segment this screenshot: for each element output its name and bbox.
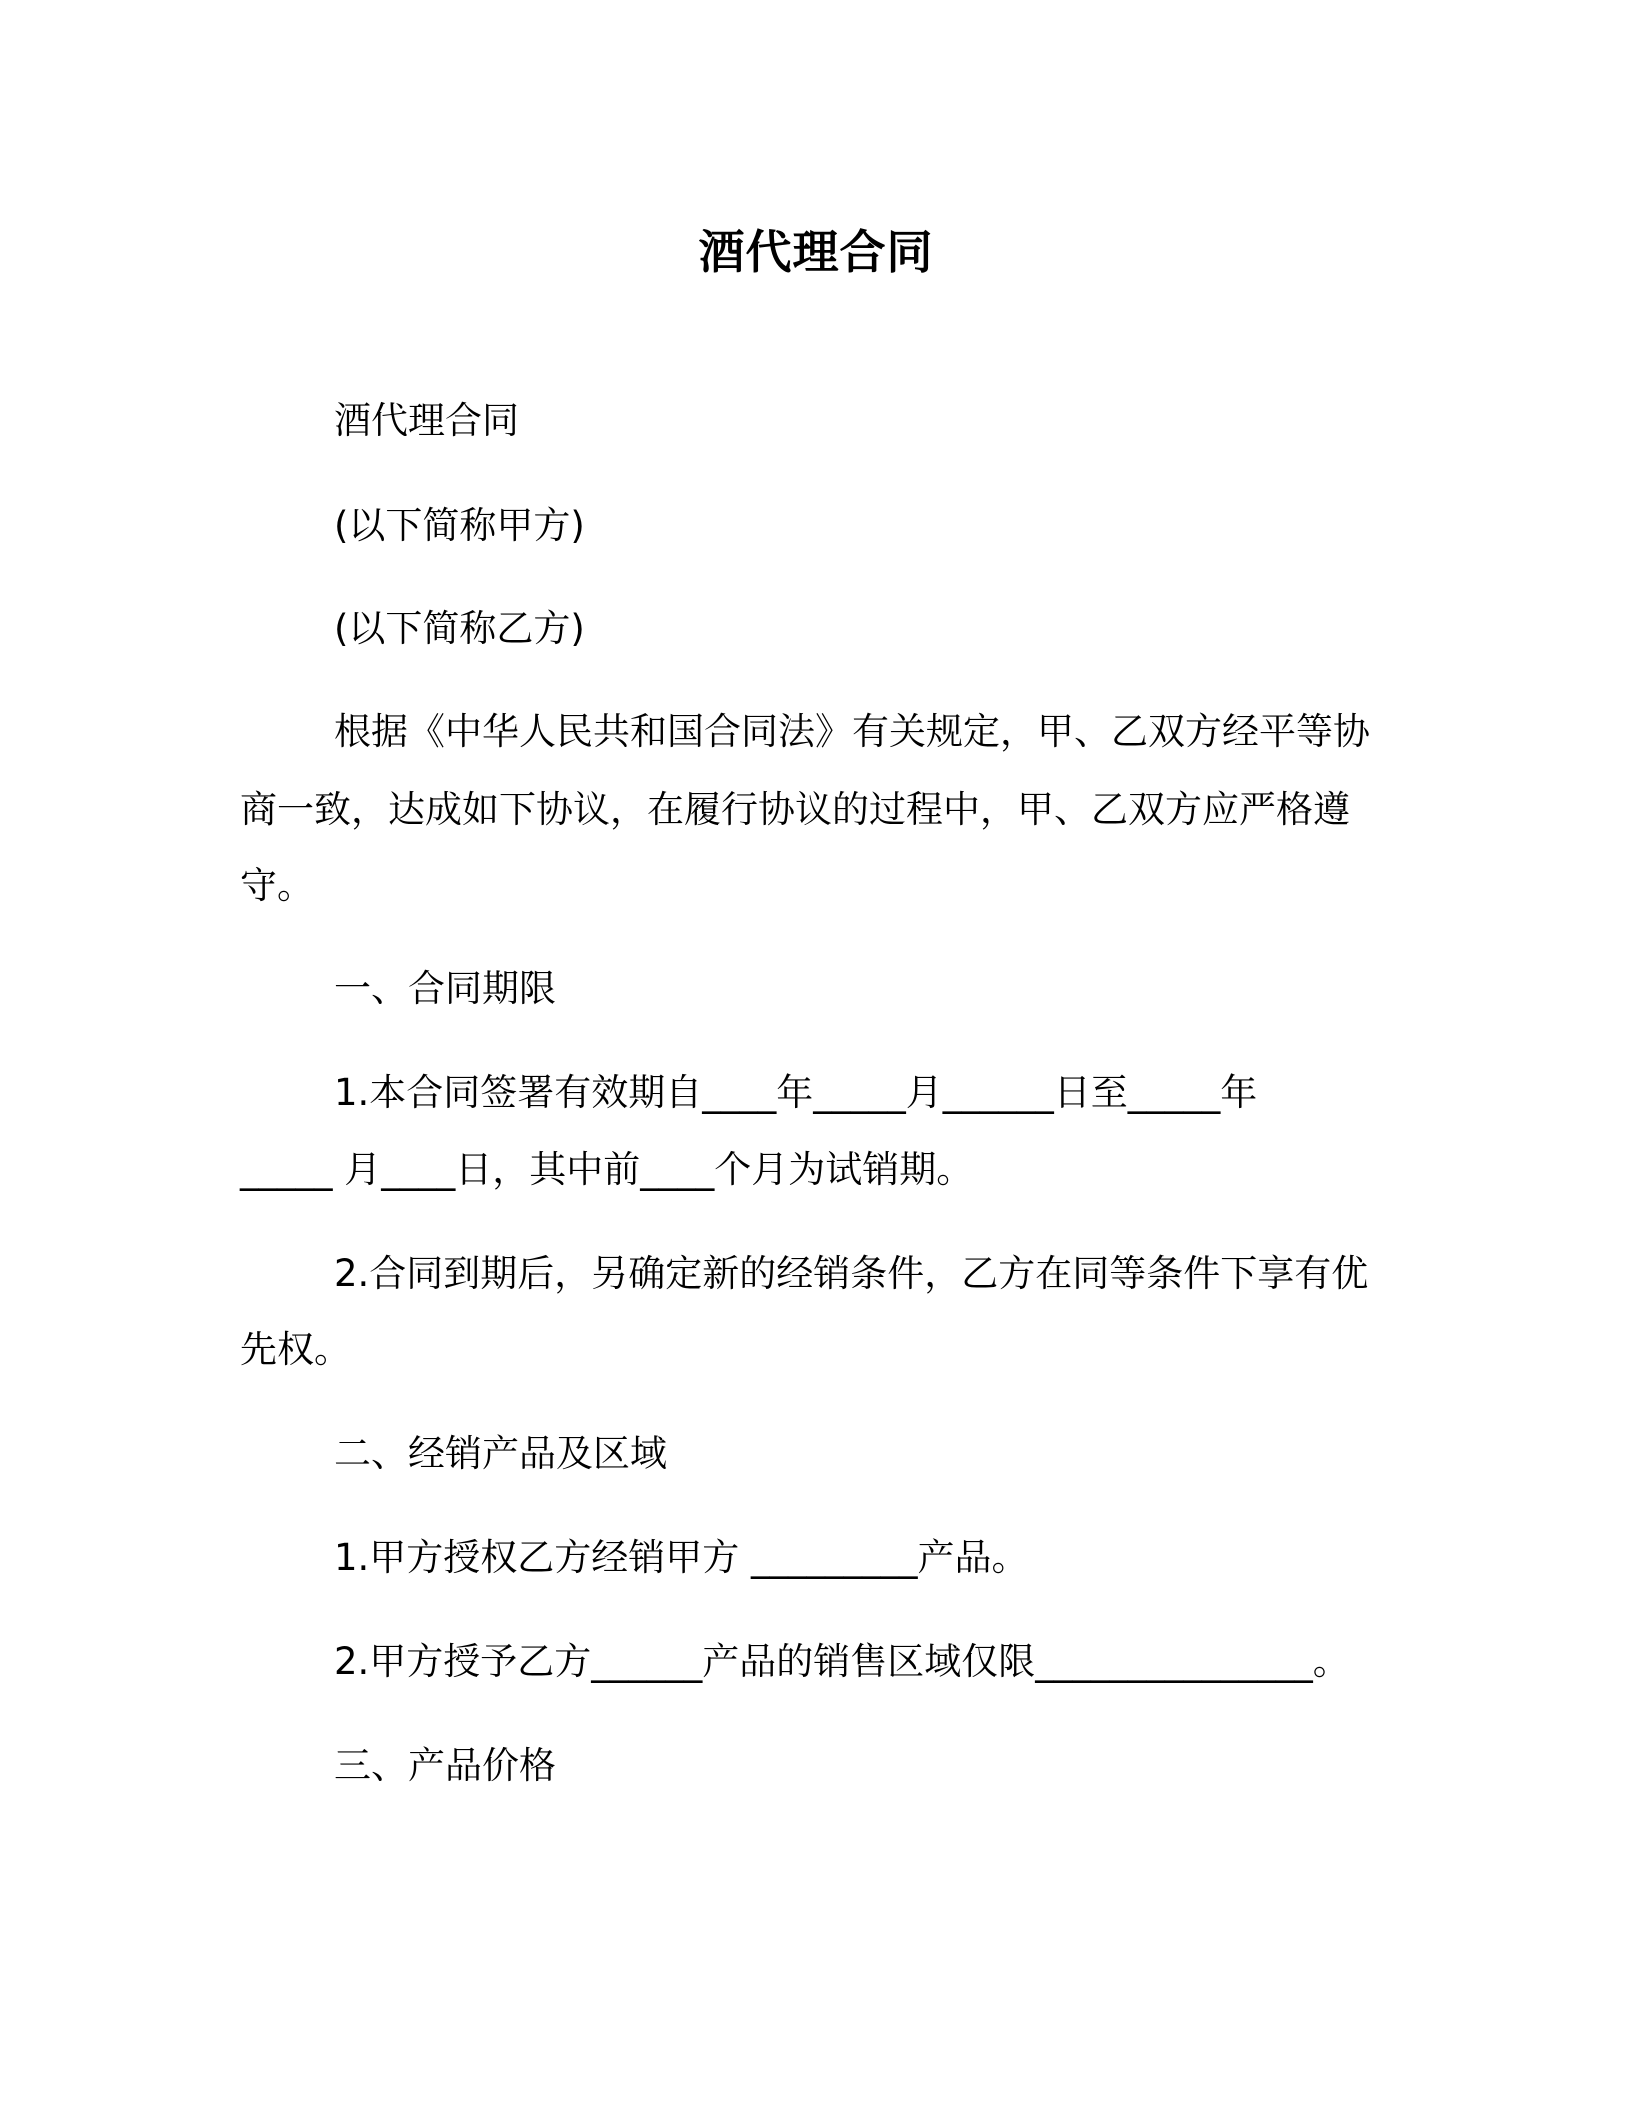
section-1-item-1-line-2: _____ 月____日，其中前____个月为试销期。 — [240, 1148, 974, 1191]
document-subtitle: 酒代理合同 — [334, 399, 519, 442]
section-1-item-2-line-1: 2.合同到期后，另确定新的经销条件，乙方在同等条件下享有优 — [334, 1252, 1369, 1295]
section-1-heading: 一、合同期限 — [334, 967, 556, 1010]
party-b-line: (以下简称乙方) — [334, 607, 585, 650]
section-2-item-2: 2.甲方授予乙方______产品的销售区域仅限_______________。 — [334, 1640, 1350, 1683]
section-3-heading: 三、产品价格 — [334, 1744, 556, 1787]
section-2-heading: 二、经销产品及区域 — [334, 1432, 667, 1475]
section-1-item-1-line-1: 1.本合同签署有效期自____年_____月______日至_____年 — [334, 1071, 1258, 1114]
document-title: 酒代理合同 — [698, 225, 934, 279]
party-a-line: (以下简称甲方) — [334, 504, 585, 547]
preamble-line-2: 商一致，达成如下协议，在履行协议的过程中，甲、乙双方应严格遵 — [240, 788, 1350, 831]
section-1-item-2-line-2: 先权。 — [240, 1328, 351, 1371]
preamble-line-1: 根据《中华人民共和国合同法》有关规定，甲、乙双方经平等协 — [334, 710, 1370, 753]
preamble-line-3: 守。 — [240, 864, 314, 907]
section-2-item-1: 1.甲方授权乙方经销甲方 _________产品。 — [334, 1536, 1029, 1579]
